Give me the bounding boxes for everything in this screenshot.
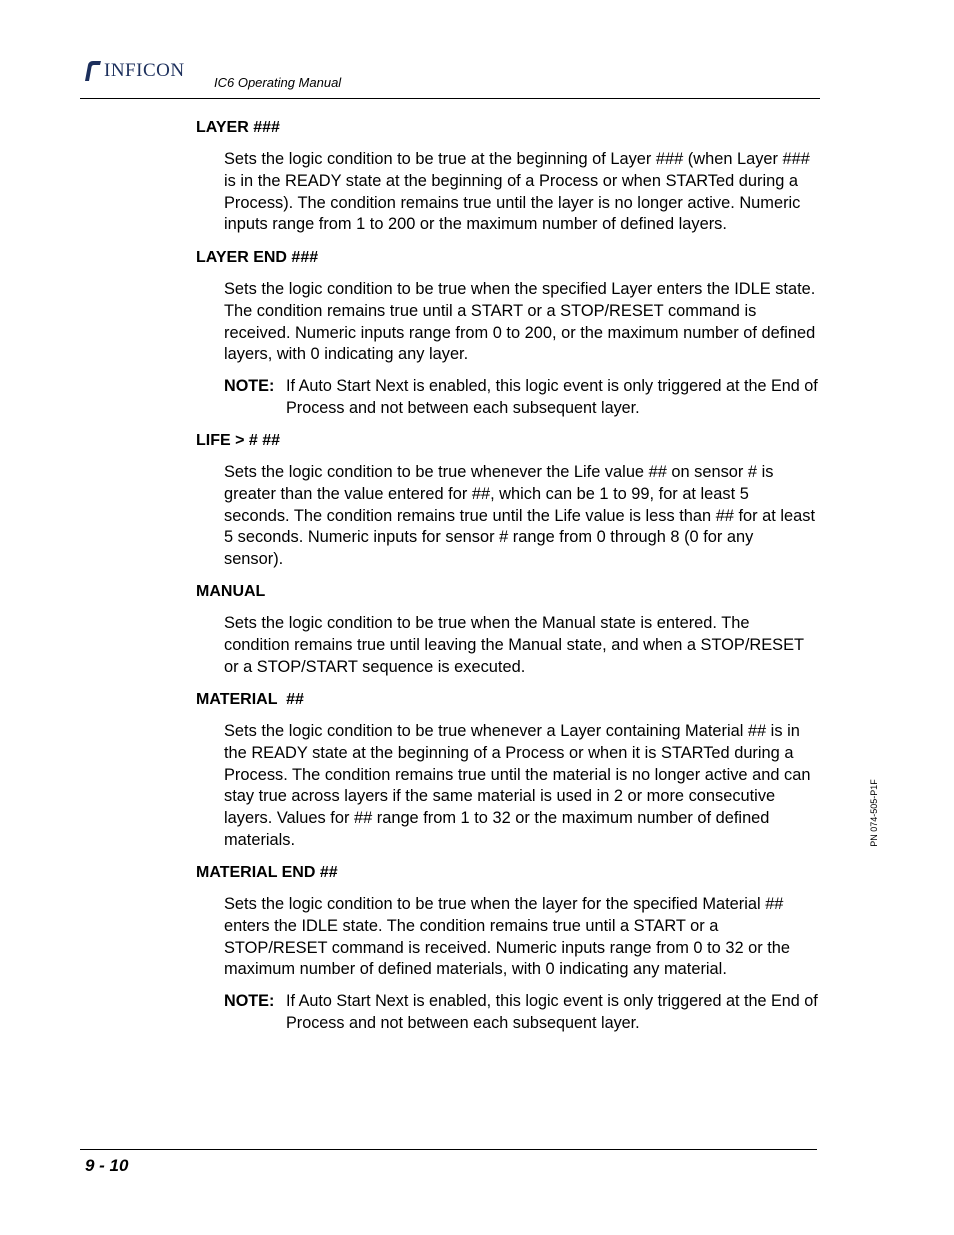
- note-label: NOTE:: [224, 992, 275, 1010]
- inficon-logo-icon: [82, 59, 102, 83]
- term-heading: LIFE > # ##: [196, 432, 281, 449]
- term-heading: MATERIAL END ##: [196, 864, 338, 881]
- term-heading: MANUAL: [196, 583, 266, 600]
- part-number-label: PN 074-505-P1F: [869, 779, 879, 847]
- term-description: Sets the logic condition to be true whenever the Life value ## on sensor # is greater than the value entered for ##, which can be 1 to 99, for at least 5 seconds. The condition remains true until the Life value is less than ## for at least 5 seconds. Numeric inputs for sensor # range from 0 through 8 (0 for any sensor).: [224, 463, 816, 569]
- inficon-logo: [82, 58, 185, 84]
- note: [224, 991, 818, 1035]
- term-description: Sets the logic condition to be true at the beginning of Layer ### (when Layer ### is in the READY state at the beginning of a Process or when STARTed during a Process). The condition remains true until the layer is no longer active. Numeric inputs range from 1 to 200 or the maximum number of defined layers.: [224, 150, 810, 234]
- note-text: If Auto Start Next is enabled, this logic event is only triggered at the End of Process and not between each subsequent layer.: [286, 377, 818, 417]
- header-rule: [80, 98, 820, 99]
- term-description: Sets the logic condition to be true when the specified Layer enters the IDLE state. The condition remains true until a START or a STOP/RESET command is received. Numeric inputs range from 0 to 200, or the maximum number of defined layers, with 0 indicating any layer.: [224, 280, 816, 364]
- footer-rule: [80, 1149, 817, 1150]
- term-description: Sets the logic condition to be true when the Manual state is entered. The condition remains true until leaving the Manual state, and when a STOP/RESET or a STOP/START sequence is executed.: [224, 614, 804, 676]
- term-heading: LAYER END ###: [196, 249, 319, 266]
- note-label: NOTE:: [224, 377, 275, 395]
- term-description: Sets the logic condition to be true when the layer for the specified Material ## enters the IDLE state. The condition remains true until a START or a STOP/RESET command is received. Numeric inputs range from 0 to 32 or the maximum number of defined materials, with 0 indicating any material.: [224, 895, 791, 979]
- logo-text: INFICON: [104, 60, 185, 81]
- note-text: If Auto Start Next is enabled, this logic event is only triggered at the End of Process and not between each subsequent layer.: [286, 992, 818, 1032]
- term-description: Sets the logic condition to be true whenever a Layer containing Material ## is in the READY state at the beginning of a Process or when it is STARTed during a Process. The condition remains true until the material is no longer active and can stay true across layers if the same material is used in 2 or more consecutive layers. Values for ## range from 1 to 32 or the maximum number of defined materials.: [224, 722, 811, 849]
- manual-title: IC6 Operating Manual: [214, 75, 342, 90]
- note: [224, 376, 818, 420]
- term-heading: MATERIAL ##: [196, 691, 304, 708]
- page-number: 9 - 10: [85, 1156, 129, 1175]
- term-heading: LAYER ###: [196, 119, 280, 136]
